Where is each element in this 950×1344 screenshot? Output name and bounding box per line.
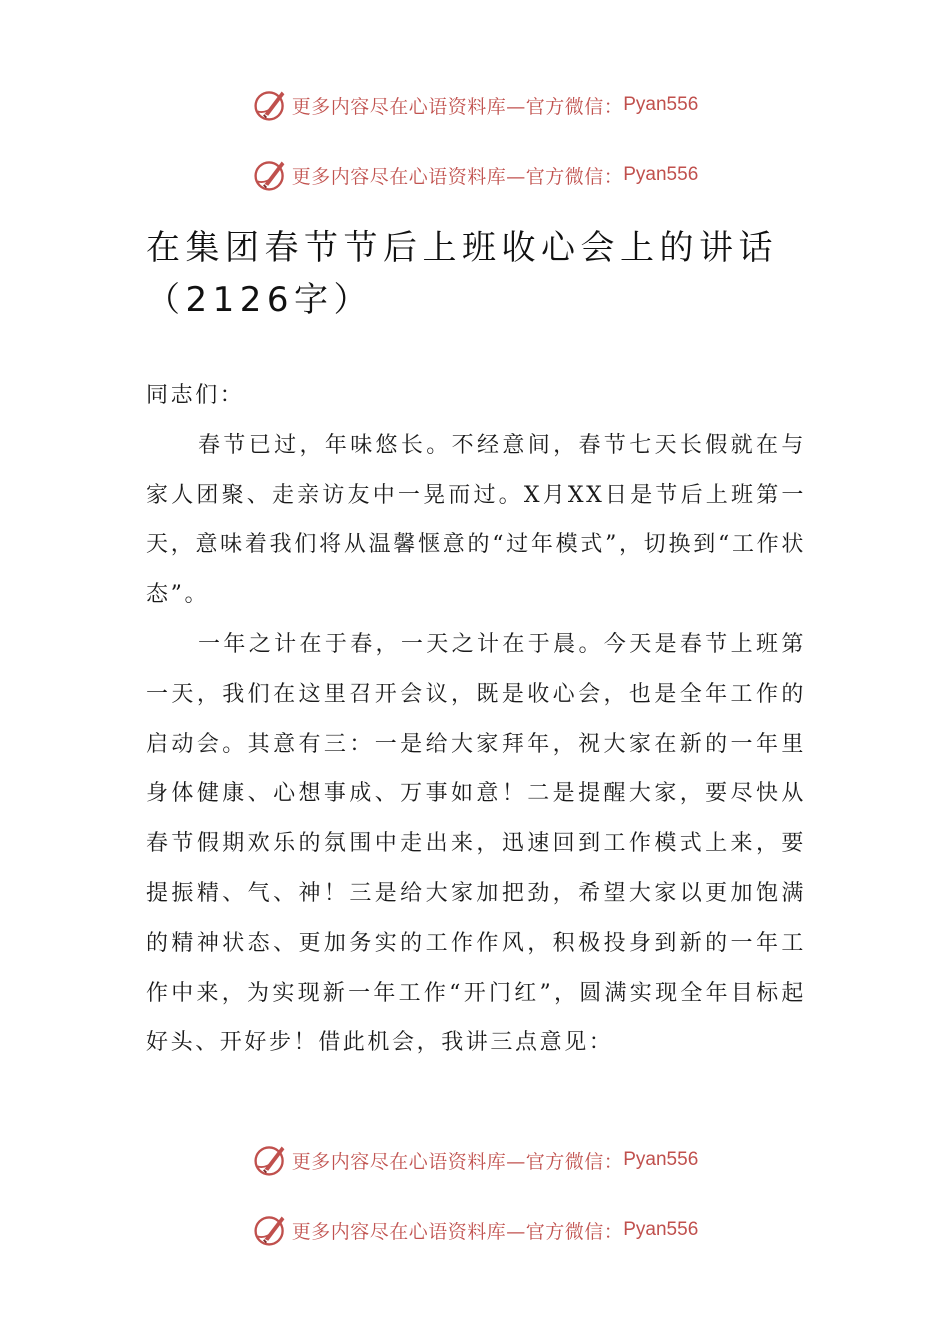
watermark-text: 更多内容尽在心语资料库—官方微信： bbox=[291, 165, 624, 188]
watermark-wechat-id: Pyan556 bbox=[623, 164, 699, 185]
watermark-wechat-id: Pyan556 bbox=[623, 1149, 699, 1170]
salutation: 同志们： bbox=[146, 383, 245, 408]
watermark-text: 更多内容尽在心语资料库—官方微信： bbox=[291, 1150, 624, 1173]
document-title: 在集团春节节后上班收心会上的讲话（2126字） bbox=[146, 228, 778, 320]
quill-pen-logo-icon bbox=[252, 87, 288, 123]
quill-pen-logo-icon bbox=[252, 157, 288, 193]
watermark-text: 更多内容尽在心语资料库—官方微信： bbox=[291, 1220, 624, 1243]
watermark-banner-top-2 bbox=[0, 155, 950, 195]
watermark-wechat-id: Pyan556 bbox=[623, 1219, 699, 1240]
watermark-banner-bottom-2 bbox=[0, 1210, 950, 1250]
body-paragraph-1: 春节已过，年味悠长。不经意间，春节七天长假就在与家人团聚、走亲访友中一晃而过。X月XX日是节后上班第一天，意味着我们将从温馨惬意的“过年模式”，切换到“工作状态”。 bbox=[146, 432, 806, 608]
watermark-banner-top-1 bbox=[0, 85, 950, 125]
quill-pen-logo-icon bbox=[252, 1142, 288, 1178]
watermark-wechat-id: Pyan556 bbox=[623, 94, 699, 115]
document-body bbox=[146, 371, 806, 1068]
quill-pen-logo-icon bbox=[252, 1212, 288, 1248]
body-paragraph-2: 一年之计在于春，一天之计在于晨。今天是春节上班第一天，我们在这里召开会议，既是收心会，也是全年工作的启动会。其意有三：一是给大家拜年，祝大家在新的一年里身体健康、心想事成、万事如意！二是提醒大家，要尽快从春节假期欢乐的氛围中走出来，迅速回到工作模式上来，要提振精、气、神！三是给大家加把劲，希望大家以更加饱满的精神状态、更加务实的工作作风，积极投身到新的一年工作中来，为实现新一年工作“开门红”，圆满实现全年目标起好头、开好步！借此机会，我讲三点意见： bbox=[146, 631, 806, 1056]
watermark-text: 更多内容尽在心语资料库—官方微信： bbox=[291, 95, 624, 118]
watermark-banner-bottom-1 bbox=[0, 1140, 950, 1180]
